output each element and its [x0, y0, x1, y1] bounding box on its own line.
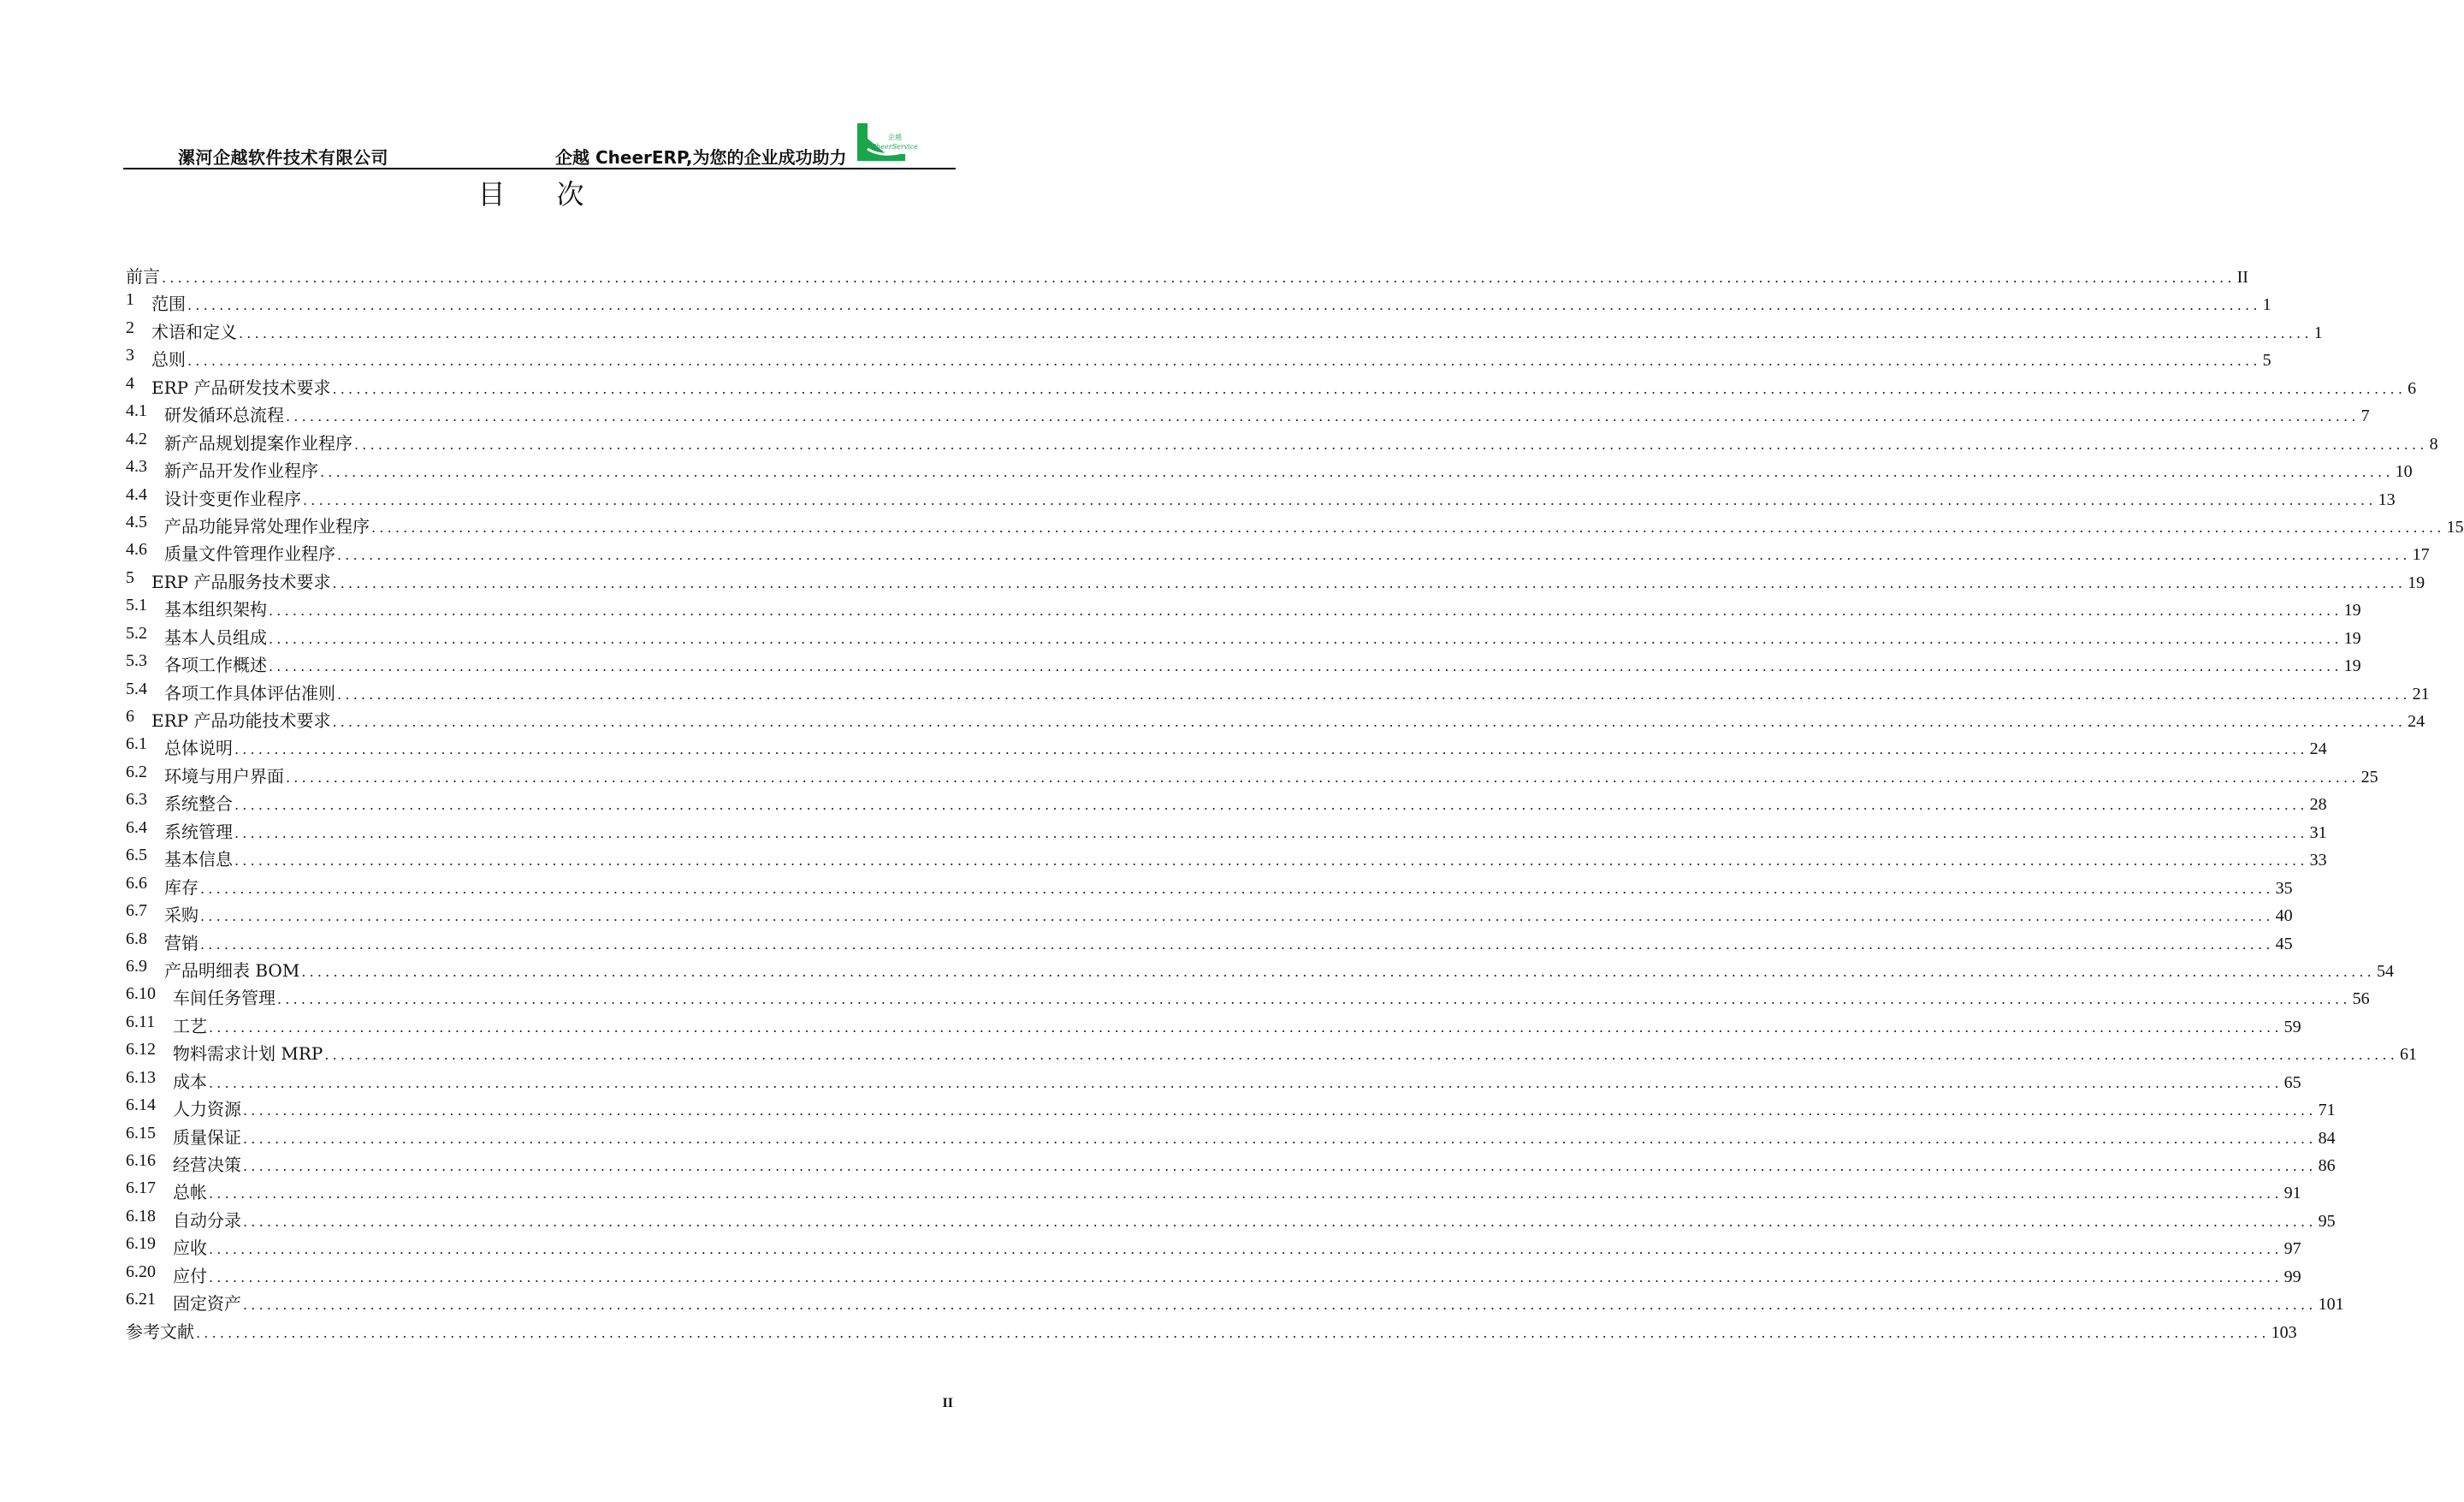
- page-number: II: [942, 1396, 953, 1410]
- toc-entry[interactable]: [126, 342, 2272, 371]
- toc-entry-number: 4.4: [126, 484, 147, 504]
- logo-text-bottom: CheerService: [871, 143, 918, 151]
- toc-entry-title: 设计变更作业程序: [164, 488, 301, 509]
- toc-entry-number: 6.1: [126, 734, 147, 754]
- toc-entry-page: 19: [2343, 656, 2361, 676]
- toc-leader-dots: [324, 1047, 2398, 1063]
- toc-entry[interactable]: [126, 1065, 2301, 1092]
- toc-entry-page: 28: [2309, 795, 2327, 815]
- toc-entry-title: 研发循环总流程: [164, 405, 284, 426]
- toc-entry-number: 6.16: [126, 1151, 156, 1170]
- toc-entry[interactable]: [126, 704, 2426, 731]
- toc-leader-dots: [243, 1102, 2317, 1119]
- toc-entry-number: 6.17: [126, 1178, 156, 1198]
- toc-entry-page: 19: [2343, 601, 2361, 620]
- toc-entry-title: 工艺: [173, 1015, 207, 1036]
- toc-leader-dots: [371, 519, 2445, 536]
- toc-entry[interactable]: [126, 509, 2464, 537]
- toc-entry-page: 103: [2271, 1322, 2297, 1342]
- toc-entry-number: 6.3: [126, 790, 147, 810]
- toc-entry-title: 库存: [164, 876, 198, 898]
- toc-entry[interactable]: [126, 1092, 2336, 1120]
- toc-entry[interactable]: [126, 287, 2272, 315]
- toc-entry[interactable]: [126, 454, 2413, 482]
- toc-leader-dots: [269, 631, 2343, 647]
- toc-entry-title: 物料需求计划 MRP: [173, 1043, 323, 1065]
- toc-entry-title: 产品功能异常处理作业程序: [164, 515, 370, 537]
- toc-entry-number: 5.2: [126, 623, 147, 643]
- toc-leader-dots: [196, 1325, 2270, 1341]
- toc-entry-page: 40: [2275, 906, 2293, 926]
- company-logo-icon: [856, 123, 918, 161]
- toc-entry-page: 95: [2318, 1211, 2336, 1231]
- toc-leader-dots: [243, 1131, 2317, 1147]
- toc-entry-page: 35: [2275, 878, 2293, 898]
- toc-entry[interactable]: [126, 1286, 2344, 1315]
- toc-entry-title: 基本信息: [164, 849, 233, 870]
- toc-entry[interactable]: [126, 1259, 2301, 1286]
- toc-entry[interactable]: [126, 620, 2361, 648]
- toc-entry-title: 各项工作具体评估准则: [164, 682, 335, 704]
- toc-leader-dots: [234, 825, 2308, 841]
- toc-leader-dots: [234, 852, 2308, 869]
- table-of-contents: [126, 259, 2464, 1342]
- toc-leader-dots: [277, 991, 2351, 1007]
- toc-entry-title: 自动分录: [173, 1209, 241, 1231]
- toc-entry-number: 6.9: [126, 956, 147, 976]
- toc-entry[interactable]: [126, 1148, 2336, 1175]
- toc-entry[interactable]: [126, 815, 2327, 842]
- toc-entry-number: 6.18: [126, 1206, 156, 1226]
- toc-leader-dots: [337, 686, 2411, 703]
- toc-entry-number: 6.2: [126, 762, 147, 781]
- toc-entry-title: 应收: [173, 1238, 207, 1259]
- toc-leader-dots: [209, 1075, 2283, 1091]
- toc-entry-number: 6.4: [126, 817, 147, 837]
- toc-leader-dots: [239, 325, 2313, 341]
- toc-entry[interactable]: [126, 953, 2394, 981]
- toc-leader-dots: [332, 575, 2406, 591]
- toc-entry-number: 4.1: [126, 401, 147, 421]
- toc-entry[interactable]: [126, 648, 2361, 676]
- toc-entry-title: 新产品开发作业程序: [164, 460, 318, 482]
- toc-entry-page: 1: [2262, 295, 2272, 315]
- toc-entry-page: 1: [2313, 323, 2323, 342]
- toc-entry[interactable]: [126, 926, 2293, 953]
- toc-entry-title: 环境与用户界面: [164, 765, 284, 787]
- toc-entry-number: 6.7: [126, 901, 147, 921]
- toc-entry-number: 6.8: [126, 929, 147, 948]
- toc-entry-number: 5: [126, 567, 134, 587]
- toc-entry-title: 产品明细表 BOM: [164, 959, 300, 981]
- toc-leader-dots: [337, 547, 2411, 563]
- toc-entry-number: 5.1: [126, 596, 147, 615]
- toc-entry-page: 5: [2262, 351, 2272, 371]
- toc-entry-page: 86: [2318, 1156, 2336, 1175]
- toc-entry[interactable]: [126, 315, 2323, 342]
- page-header: [123, 120, 956, 171]
- toc-entry-title: 系统整合: [164, 793, 233, 815]
- toc-entry-title: ERP 产品功能技术要求: [151, 710, 331, 731]
- toc-entry-title: 应付: [173, 1265, 207, 1286]
- toc-entry-page: 31: [2309, 822, 2327, 842]
- toc-entry[interactable]: [126, 981, 2370, 1009]
- header-slogan: 企越 CheerERP,为您的企业成功助力: [555, 147, 847, 168]
- toc-entry-page: 10: [2395, 462, 2413, 482]
- toc-entry-number: 4.6: [126, 540, 147, 560]
- toc-entry-page: 24: [2309, 739, 2327, 759]
- toc-entry-number: 6.20: [126, 1262, 156, 1281]
- toc-entry-page: 21: [2412, 684, 2430, 704]
- toc-entry-page: 101: [2318, 1295, 2344, 1315]
- toc-leader-dots: [269, 603, 2343, 619]
- toc-entry[interactable]: [126, 1036, 2417, 1065]
- toc-leader-dots: [234, 741, 2308, 757]
- toc-leader-dots: [243, 1214, 2317, 1230]
- toc-entry-title: 人力资源: [173, 1099, 241, 1120]
- toc-entry-title: 质量保证: [173, 1126, 241, 1148]
- toc-entry[interactable]: [126, 759, 2378, 787]
- toc-entry-page: 97: [2283, 1239, 2301, 1259]
- toc-entry[interactable]: [126, 1175, 2301, 1203]
- toc-entry[interactable]: [126, 676, 2430, 704]
- company-name: 漯河企越软件技术有限公司: [178, 147, 388, 168]
- toc-leader-dots: [354, 436, 2428, 453]
- toc-entry-number: 4: [126, 373, 134, 393]
- toc-leader-dots: [332, 714, 2406, 730]
- toc-entry-title: 总体说明: [164, 738, 233, 759]
- toc-entry-page: 61: [2400, 1045, 2417, 1065]
- page-title: 目次: [477, 178, 636, 211]
- toc-entry-title: 经营决策: [173, 1155, 241, 1175]
- toc-entry[interactable]: [126, 592, 2361, 620]
- toc-entry-title: 总帐: [173, 1182, 207, 1203]
- toc-entry-title: 新产品规划提案作业程序: [164, 432, 352, 454]
- toc-leader-dots: [209, 1019, 2283, 1036]
- toc-entry[interactable]: [126, 482, 2396, 509]
- toc-entry-number: 5.3: [126, 651, 147, 671]
- toc-leader-dots: [243, 1297, 2317, 1313]
- toc-entry[interactable]: [126, 1315, 2297, 1342]
- toc-entry-number: 2: [126, 318, 134, 337]
- toc-entry-page: 91: [2283, 1184, 2301, 1203]
- toc-leader-dots: [243, 1158, 2317, 1174]
- toc-entry-title: 系统管理: [164, 821, 233, 842]
- toc-leader-dots: [286, 769, 2360, 786]
- toc-entry-page: 59: [2283, 1017, 2301, 1036]
- toc-entry-number: 6.12: [126, 1040, 156, 1060]
- toc-entry[interactable]: [126, 537, 2430, 565]
- toc-entry-title: 术语和定义: [151, 321, 237, 342]
- toc-entry-page: II: [2236, 268, 2248, 287]
- toc-entry[interactable]: [126, 565, 2426, 592]
- toc-entry[interactable]: [126, 1231, 2301, 1259]
- toc-entry-title: 前言: [126, 266, 160, 287]
- toc-entry-title: 基本人员组成: [164, 626, 267, 648]
- toc-leader-dots: [209, 1185, 2283, 1202]
- toc-entry-title: ERP 产品服务技术要求: [151, 571, 331, 592]
- toc-leader-dots: [200, 908, 2274, 924]
- toc-entry-page: 45: [2275, 934, 2293, 953]
- toc-entry[interactable]: [126, 870, 2293, 898]
- toc-entry[interactable]: [126, 898, 2293, 926]
- toc-entry-page: 33: [2309, 851, 2327, 870]
- toc-entry-title: 基本组织架构: [164, 599, 267, 620]
- header-rule: [123, 168, 956, 169]
- toc-entry-number: 4.3: [126, 457, 147, 477]
- toc-leader-dots: [332, 381, 2406, 397]
- toc-entry-title: ERP 产品研发技术要求: [151, 377, 331, 398]
- toc-entry-number: 1: [126, 290, 134, 310]
- toc-leader-dots: [200, 881, 2274, 897]
- toc-leader-dots: [162, 270, 2236, 286]
- toc-leader-dots: [200, 936, 2274, 953]
- toc-entry-title: 车间任务管理: [173, 988, 275, 1009]
- toc-entry[interactable]: [126, 426, 2438, 454]
- toc-leader-dots: [187, 297, 2261, 313]
- toc-entry-number: 6.15: [126, 1123, 156, 1143]
- toc-entry-page: 84: [2318, 1128, 2336, 1148]
- toc-entry-number: 6.6: [126, 873, 147, 893]
- toc-entry[interactable]: [126, 371, 2417, 398]
- toc-entry[interactable]: [126, 259, 2248, 287]
- toc-entry[interactable]: [126, 1120, 2336, 1148]
- toc-entry-title: 各项工作概述: [164, 655, 267, 676]
- toc-entry[interactable]: [126, 398, 2370, 426]
- toc-entry-number: 6.19: [126, 1234, 156, 1254]
- toc-leader-dots: [320, 464, 2394, 480]
- toc-entry-number: 3: [126, 346, 134, 365]
- toc-leader-dots: [286, 408, 2360, 424]
- toc-leader-dots: [187, 353, 2261, 369]
- toc-entry[interactable]: [126, 1009, 2301, 1036]
- toc-entry-title: 采购: [164, 905, 198, 926]
- toc-entry-number: 6.14: [126, 1095, 156, 1115]
- toc-entry-title: 总则: [151, 349, 186, 371]
- toc-entry-page: 17: [2412, 545, 2430, 565]
- toc-entry-page: 13: [2378, 490, 2396, 509]
- toc-entry[interactable]: [126, 842, 2327, 870]
- logo-text-top: 企越: [888, 134, 902, 141]
- toc-entry-page: 56: [2352, 989, 2370, 1009]
- toc-entry[interactable]: [126, 1203, 2336, 1231]
- toc-entry-title: 营销: [164, 932, 198, 953]
- toc-entry-page: 65: [2283, 1072, 2301, 1092]
- toc-entry-number: 6.5: [126, 846, 147, 865]
- toc-entry-title: 参考文献: [126, 1321, 194, 1342]
- toc-entry-title: 成本: [173, 1071, 207, 1092]
- toc-entry-number: 6.21: [126, 1290, 156, 1309]
- toc-entry-title: 范围: [151, 294, 186, 315]
- toc-leader-dots: [303, 492, 2377, 508]
- toc-entry-page: 54: [2376, 961, 2394, 981]
- toc-entry-number: 6: [126, 707, 134, 726]
- toc-entry-number: 6.13: [126, 1067, 156, 1087]
- toc-entry-page: 19: [2343, 628, 2361, 648]
- toc-entry-page: 24: [2408, 712, 2426, 731]
- toc-entry-number: 6.10: [126, 984, 156, 1004]
- toc-entry-number: 6.11: [126, 1012, 156, 1031]
- toc-leader-dots: [209, 1269, 2283, 1285]
- toc-leader-dots: [234, 797, 2308, 813]
- toc-entry-page: 8: [2429, 434, 2438, 454]
- toc-leader-dots: [209, 1241, 2283, 1257]
- toc-leader-dots: [269, 658, 2343, 674]
- toc-entry-page: 99: [2283, 1267, 2301, 1286]
- toc-entry-page: 15: [2446, 517, 2464, 537]
- toc-entry-title: 质量文件管理作业程序: [164, 543, 335, 565]
- toc-entry-page: 7: [2360, 407, 2370, 426]
- toc-leader-dots: [301, 964, 2375, 980]
- toc-entry[interactable]: [126, 787, 2327, 815]
- toc-entry-number: 4.5: [126, 512, 147, 531]
- toc-entry-page: 6: [2408, 378, 2417, 398]
- toc-entry[interactable]: [126, 731, 2327, 759]
- toc-entry-page: 25: [2360, 767, 2378, 787]
- toc-entry-number: 5.4: [126, 679, 147, 698]
- toc-entry-page: 71: [2318, 1101, 2336, 1120]
- toc-entry-page: 19: [2408, 573, 2426, 592]
- toc-entry-title: 固定资产: [173, 1293, 241, 1315]
- toc-entry-number: 4.2: [126, 429, 147, 448]
